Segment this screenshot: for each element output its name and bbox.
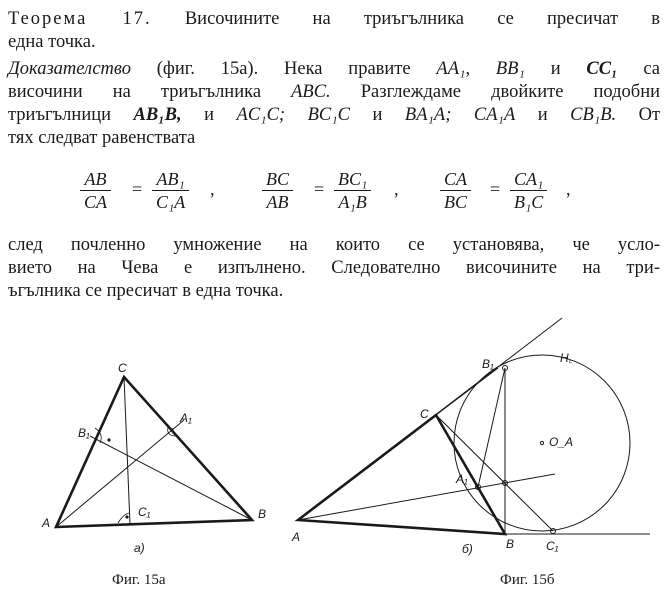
- comma: ,: [566, 179, 571, 199]
- theorem-label: Теорема 17.: [8, 9, 152, 29]
- equals-sign: =: [132, 179, 143, 199]
- label-b1: B₁: [78, 426, 90, 440]
- label-b: B: [258, 507, 267, 521]
- conclusion-paragraph: [8, 234, 660, 303]
- math-segment: CC₁: [586, 59, 618, 79]
- caption-15a: Фиг. 15а: [112, 572, 166, 588]
- denominator: B₁C: [514, 192, 544, 212]
- fraction-1: [80, 168, 111, 213]
- fraction-4: [334, 168, 371, 213]
- ratio-equalities: [60, 168, 620, 216]
- theorem-text: Височините на триъгълника се пресичат в: [184, 9, 661, 29]
- fraction-3: [262, 168, 293, 213]
- proof-text: (фиг. 15а). Нека правите: [156, 59, 411, 79]
- proof-text: и: [204, 105, 215, 125]
- sublabel-a: а): [134, 541, 145, 555]
- proof-paragraph: [8, 58, 660, 150]
- label-hc: H꜀: [560, 351, 573, 365]
- angle-dot: [171, 429, 173, 431]
- label-a1: A₁: [180, 411, 192, 425]
- math-segment: AC₁C; BC₁C: [236, 105, 350, 125]
- tangent-line: [298, 318, 562, 520]
- conclusion-line-3: ъгълника се пресичат в една точка.: [8, 281, 284, 301]
- fraction-5: [440, 168, 471, 213]
- theorem-line-1: [8, 8, 660, 31]
- line-a-a1: [298, 474, 555, 520]
- denominator: AB: [266, 192, 289, 212]
- numerator: AB₁: [152, 168, 189, 191]
- numerator: CA: [440, 168, 471, 191]
- altitude-cc1: [124, 377, 130, 524]
- math-segment: AA₁, BB₁: [436, 59, 525, 79]
- proof-text: и: [372, 105, 383, 125]
- label-b-b: B: [506, 537, 515, 551]
- label-b1-b: B₁: [482, 357, 494, 371]
- conclusion-line-1: след почленно умножение на които се установява, че усло-: [8, 235, 660, 255]
- numerator: CA₁: [510, 168, 547, 191]
- label-c1: C₁: [138, 505, 151, 519]
- angle-dot: [126, 516, 128, 518]
- label-c1-b: C₁: [546, 539, 559, 553]
- proof-text: са: [643, 59, 660, 79]
- math-segment: ABC.: [291, 82, 331, 102]
- comma: ,: [394, 179, 399, 199]
- sublabel-b: б): [462, 542, 473, 556]
- label-a-b: A: [292, 530, 301, 544]
- conclusion-line-2: вието на Чева е изпълнено. Следователно височините на три-: [8, 258, 660, 278]
- label-c: C: [118, 361, 127, 375]
- label-a: A: [42, 516, 51, 530]
- label-oa: O_A: [549, 435, 574, 449]
- numerator: BC: [262, 168, 293, 191]
- proof-label: Доказателство: [8, 59, 131, 79]
- denominator: C₁A: [156, 192, 186, 212]
- triangle-abc-b: [298, 415, 505, 534]
- altitude-aa1: [56, 420, 184, 527]
- math-segment: AB₁B,: [133, 105, 182, 125]
- proof-text: От: [638, 105, 661, 125]
- figure-15a: [56, 377, 252, 527]
- theorem-paragraph: [8, 8, 660, 54]
- equals-sign: =: [314, 179, 325, 199]
- denominator: A₁B: [338, 192, 367, 212]
- label-a1-b: A₁: [456, 472, 468, 486]
- proof-line-1: [8, 58, 660, 81]
- proof-text: триъгълници: [8, 105, 112, 125]
- numerator: BC₁: [334, 168, 371, 191]
- figure-15b-labels: [291, 351, 574, 556]
- theorem-line-2: една точка.: [8, 32, 96, 52]
- point-oa: [540, 441, 543, 444]
- fraction-6: [510, 168, 547, 213]
- fraction-2: [152, 168, 189, 213]
- math-segment: CB₁B.: [570, 105, 617, 125]
- proof-line-2: [8, 81, 660, 104]
- extension-ac: [436, 368, 498, 415]
- caption-15b: Фиг. 15б: [500, 572, 555, 588]
- proof-text: височини на триъгълника: [8, 82, 262, 102]
- proof-line-4: тях следват равенствата: [8, 128, 196, 148]
- numerator: AB: [80, 168, 111, 191]
- proof-text: Разглеждаме двойките подобни: [360, 82, 660, 102]
- comma: ,: [210, 179, 215, 199]
- figures-svg: [0, 300, 669, 597]
- label-c-b: C: [420, 407, 429, 421]
- line-a1-b1: [478, 368, 505, 487]
- math-segment: BA₁A; CA₁A: [404, 105, 516, 125]
- equals-sign: =: [490, 179, 501, 199]
- proof-text: и: [550, 59, 561, 79]
- angle-dot: [108, 439, 110, 441]
- figure-15b: [298, 318, 650, 534]
- denominator: BC: [444, 192, 468, 212]
- proof-line-3: [8, 104, 660, 127]
- proof-text: и: [537, 105, 548, 125]
- denominator: CA: [84, 192, 108, 212]
